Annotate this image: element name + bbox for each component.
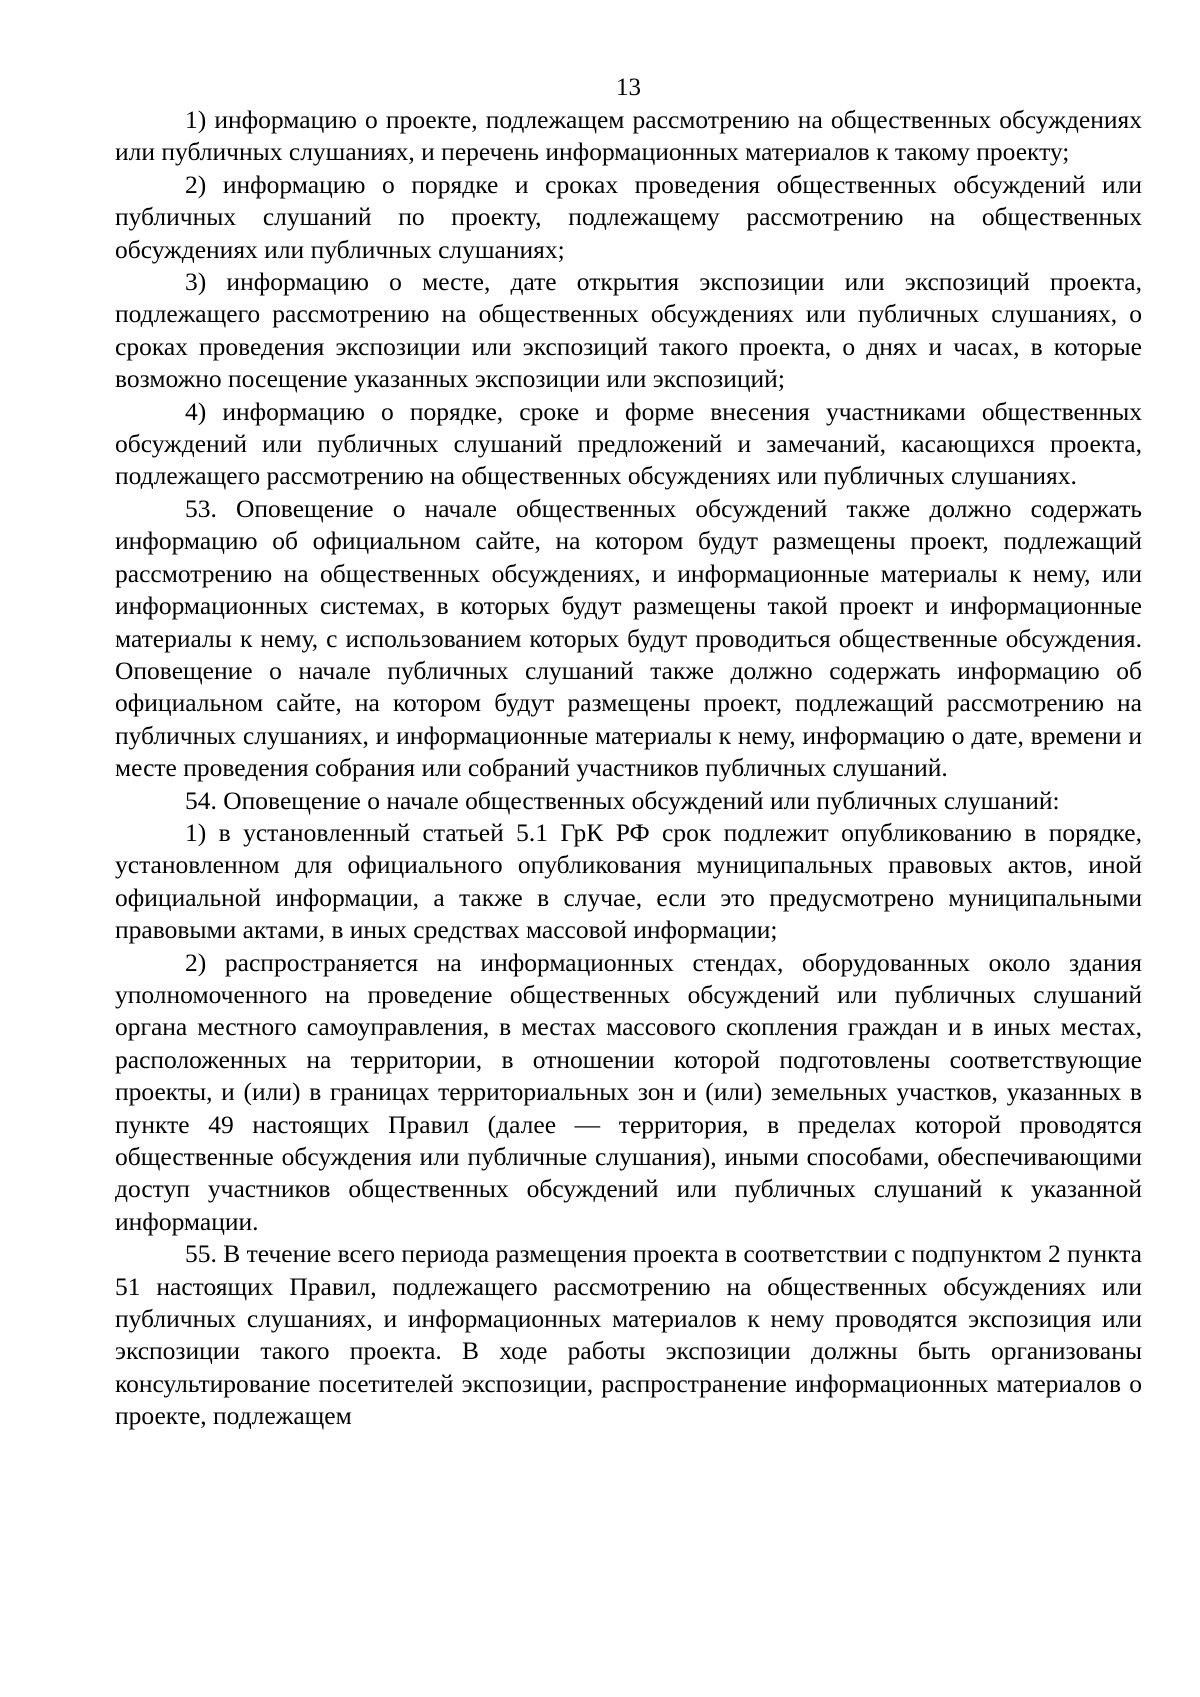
- paragraph-item-3: 3) информацию о месте, дате открытия экспозиции или экспозиций проекта, подлежащего рассмотрению на общественных обсуждениях или публичных слушаниях, о сроках проведения экспозиции или экспозиций такого проекта, о днях и часах, в которые возможно посещение указанных экспозиции или экспозиций;: [115, 267, 1142, 394]
- paragraph-53: 53. Оповещение о начале общественных обсуждений также должно содержать информацию об официальном сайте, на котором будут размещены проект, подлежащий рассмотрению на общественных обсуждениях, и информационные материалы к нему, или информационных системах, в которых будут размещены такой проект и информационные материалы к нему, с использованием которых будут проводиться общественные обсуждения. Оповещение о начале публичных слушаний также должно содержать информацию об официальном сайте, на котором будут размещены проект, подлежащий рассмотрению на публичных слушаниях, и информационные материалы к нему, информацию о дате, времени и месте проведения собрания или собраний участников публичных слушаний.: [115, 493, 1142, 783]
- paragraph-item-2: 2) информацию о порядке и сроках проведения общественных обсуждений или публичных слушаний по проекту, подлежащему рассмотрению на общественных обсуждениях или публичных слушаниях;: [115, 169, 1142, 264]
- page-number: 13: [616, 74, 641, 101]
- document-page: [115, 72, 1142, 1433]
- paragraph-item-1: 1) информацию о проекте, подлежащем рассмотрению на общественных обсуждениях или публичных слушаниях, и перечень информационных материалов к такому проекту;: [115, 105, 1142, 167]
- paragraph-54: 54. Оповещение о начале общественных обсуждений или публичных слушаний:: [185, 785, 1060, 815]
- paragraph-55: 55. В течение всего периода размещения проекта в соответствии с подпунктом 2 пункта 51 настоящих Правил, подлежащего рассмотрению на общественных обсуждениях или публичных слушаниях, и информационных материалов к нему проводятся экспозиция или экспозиции такого проекта. В ходе работы экспозиции должны быть организованы консультирование посетителей экспозиции, распространение информационных материалов о проекте, подлежащем: [115, 1239, 1142, 1431]
- paragraph-54-item-2: 2) распространяется на информационных стендах, оборудованных около здания уполномоченного на проведение общественных обсуждений или публичных слушаний органа местного самоуправления, в местах массового скопления граждан и в иных местах, расположенных на территории, в отношении которой подготовлены соответствующие проекты, и (или) в границах территориальных зон и (или) земельных участков, указанных в пункте 49 настоящих Правил (далее — территория, в пределах которой проводятся общественные обсуждения или публичные слушания), иными способами, обеспечивающими доступ участников общественных обсуждений или публичных слушаний к указанной информации.: [115, 947, 1142, 1236]
- paragraph-54-item-1: 1) в установленный статьей 5.1 ГрК РФ срок подлежит опубликованию в порядке, установленном для официального опубликования муниципальных правовых актов, иной официальной информации, а также в случае, если это предусмотрено муниципальными правовыми актами, в иных средствах массовой информации;: [115, 817, 1142, 945]
- paragraph-item-4: 4) информацию о порядке, сроке и форме внесения участниками общественных обсуждений или публичных слушаний предложений и замечаний, касающихся проекта, подлежащего рассмотрению на общественных обсуждениях или публичных слушаниях.: [115, 396, 1142, 491]
